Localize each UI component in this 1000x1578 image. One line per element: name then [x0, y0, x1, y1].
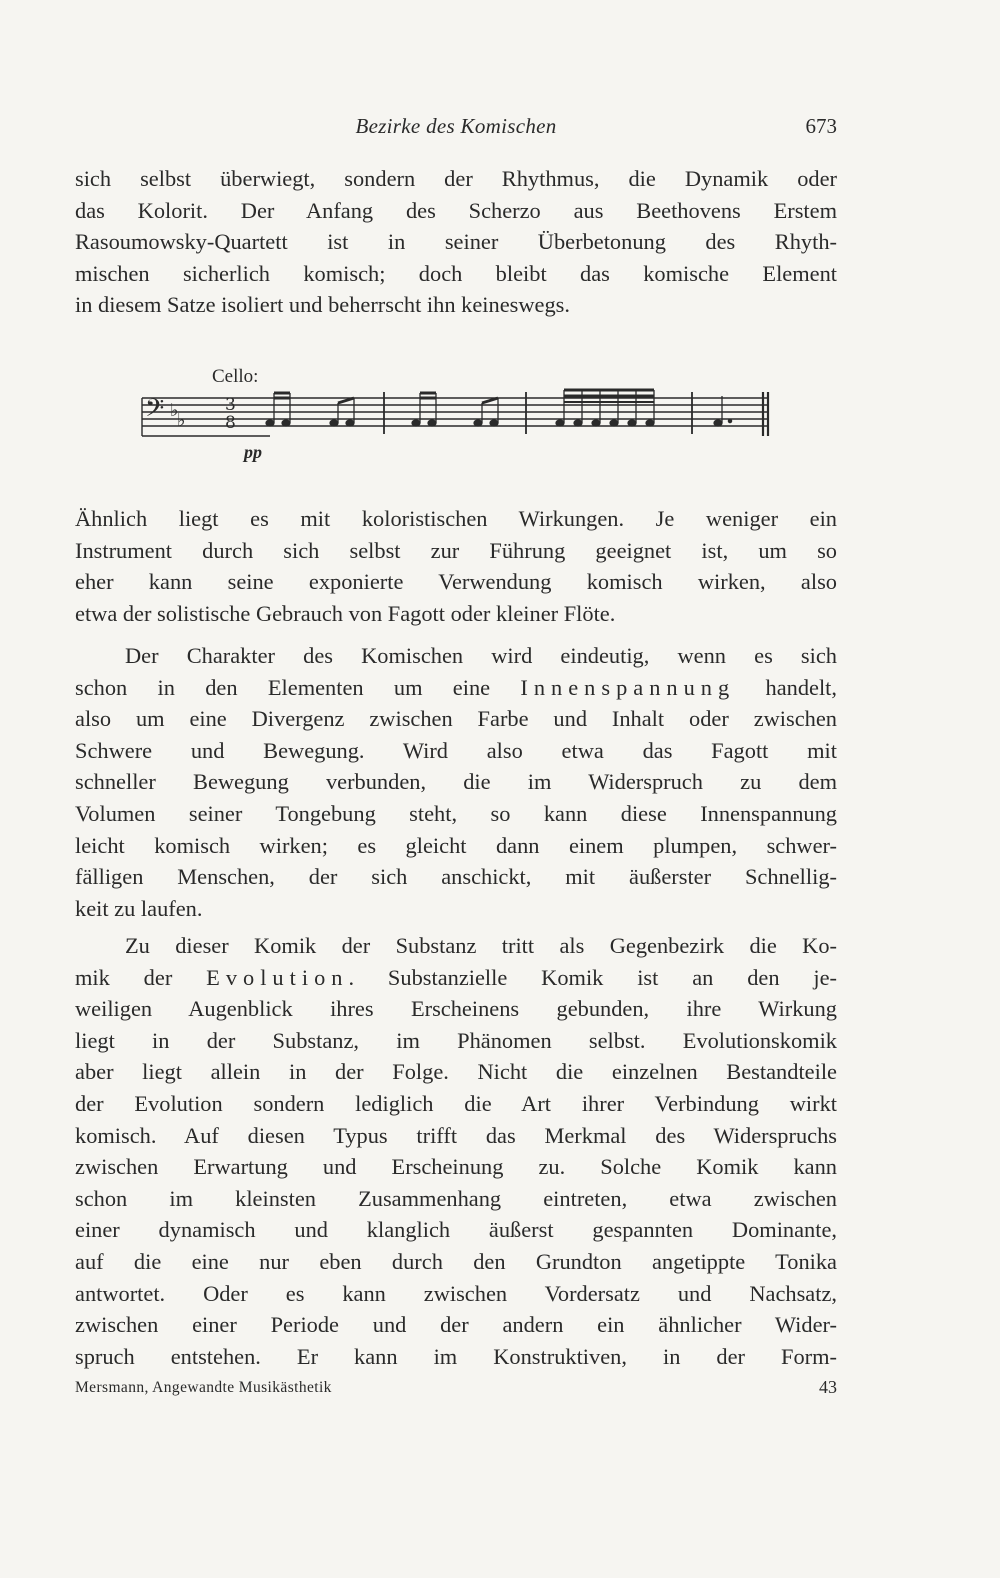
text-line: Ähnlich liegt es mit koloristischen Wirkungen. Je weniger ein	[75, 506, 837, 531]
text-line: der Evolution sondern lediglich die Art ihrer Verbindung wirkt	[75, 1090, 837, 1116]
dynamic-marking: pp	[244, 442, 262, 462]
text-segment: . Substanzielle Komik ist an den je-	[348, 964, 837, 990]
text-line: eher kann seine exponierte Verwendung komisch wirken, also	[75, 569, 837, 595]
text-line: etwa der solistische Gebrauch von Fagott oder kleiner Flöte.	[75, 600, 616, 626]
text-segment: handelt,	[735, 674, 837, 700]
text-line: das Kolorit. Der Anfang des Scherzo aus Beethovens Erstem	[75, 197, 837, 223]
text-line: sich selbst überwiegt, sondern der Rhythmus, die Dynamik oder	[75, 166, 837, 191]
page-header	[75, 114, 837, 148]
text-line: keit zu laufen.	[75, 895, 203, 921]
text-line: Der Charakter des Komischen wird eindeutig, wenn es sich	[125, 643, 837, 668]
text-line: schon im kleinsten Zusammenhang eintreten, etwa zwischen	[75, 1185, 837, 1211]
bass-clef-icon: 𝄢	[145, 394, 165, 429]
text-line: zwischen einer Periode und der andern ein ähnlicher Wider-	[75, 1312, 837, 1338]
signature-number: 43	[819, 1377, 837, 1397]
text-line: komisch. Auf diesen Typus trifft das Merkmal des Widerspruchs	[75, 1122, 837, 1148]
musical-staff	[140, 366, 780, 466]
emphasized-term: Innenspannung	[520, 674, 736, 700]
instrument-label: Cello:	[212, 366, 259, 387]
text-line: zwischen Erwartung und Erscheinung zu. Solche Komik kann	[75, 1154, 837, 1180]
flat-icon: ♭	[170, 400, 179, 421]
text-line: fälligen Menschen, der sich anschickt, mit äußerster Schnellig-	[75, 864, 837, 890]
text-line: in diesem Satze isoliert und beherrscht ihn keineswegs.	[75, 292, 570, 318]
time-signature-top: 3	[225, 395, 236, 415]
text-line: einer dynamisch und klanglich äußerst gespannten Dominante,	[75, 1217, 837, 1243]
text-line: liegt in der Substanz, im Phänomen selbst. Evolutionskomik	[75, 1027, 837, 1053]
text-line: mischen sicherlich komisch; doch bleibt das komische Element	[75, 260, 837, 286]
paragraph-4	[75, 930, 837, 1372]
text-line: weiligen Augenblick ihres Erscheinens gebunden, ihre Wirkung	[75, 996, 837, 1022]
paragraph-1	[75, 163, 837, 321]
page-number: 673	[805, 114, 837, 138]
text-line: antwortet. Oder es kann zwischen Vordersatz und Nachsatz,	[75, 1280, 837, 1306]
book-signature-line: Mersmann, Angewandte Musikästhetik	[75, 1379, 332, 1396]
text-line: aber liegt allein in der Folge. Nicht die einzelnen Bestandteile	[75, 1059, 837, 1085]
text-line: Zu dieser Komik der Substanz tritt als Gegenbezirk die Ko-	[125, 933, 837, 958]
flat-icon: ♭	[177, 410, 186, 431]
text-line: auf die eine nur eben durch den Grundton angetippte Tonika	[75, 1248, 837, 1274]
text-line: spruch entstehen. Er kann im Konstruktiven, in der Form-	[75, 1343, 837, 1369]
text-line: schneller Bewegung verbunden, die im Widerspruch zu dem	[75, 769, 837, 795]
text-line: Schwere und Bewegung. Wird also etwa das Fagott mit	[75, 737, 837, 763]
note-group	[266, 390, 732, 426]
running-title: Bezirke des Komischen	[355, 114, 557, 138]
text-line: also um eine Divergenz zwischen Farbe und Inhalt oder zwischen	[75, 706, 837, 732]
text-line: Rasoumowsky-Quartett ist in seiner Überbetonung des Rhyth-	[75, 229, 837, 255]
text-segment: schon in den Elementen um eine	[75, 674, 521, 700]
paragraph-2	[75, 503, 837, 629]
music-example	[140, 366, 780, 466]
text-line	[75, 962, 837, 994]
text-line: Volumen seiner Tongebung steht, so kann diese Innenspannung	[75, 800, 837, 826]
text-segment: mik der	[75, 964, 207, 990]
time-signature-bottom: 8	[225, 413, 236, 433]
text-line: leicht komisch wirken; es gleicht dann einem plumpen, schwer-	[75, 832, 837, 858]
page-footer	[75, 1377, 837, 1401]
text-line	[75, 672, 837, 704]
text-line: Instrument durch sich selbst zur Führung geeignet ist, um so	[75, 537, 837, 563]
paragraph-3	[75, 640, 837, 924]
emphasized-term: Evolution	[206, 964, 349, 990]
